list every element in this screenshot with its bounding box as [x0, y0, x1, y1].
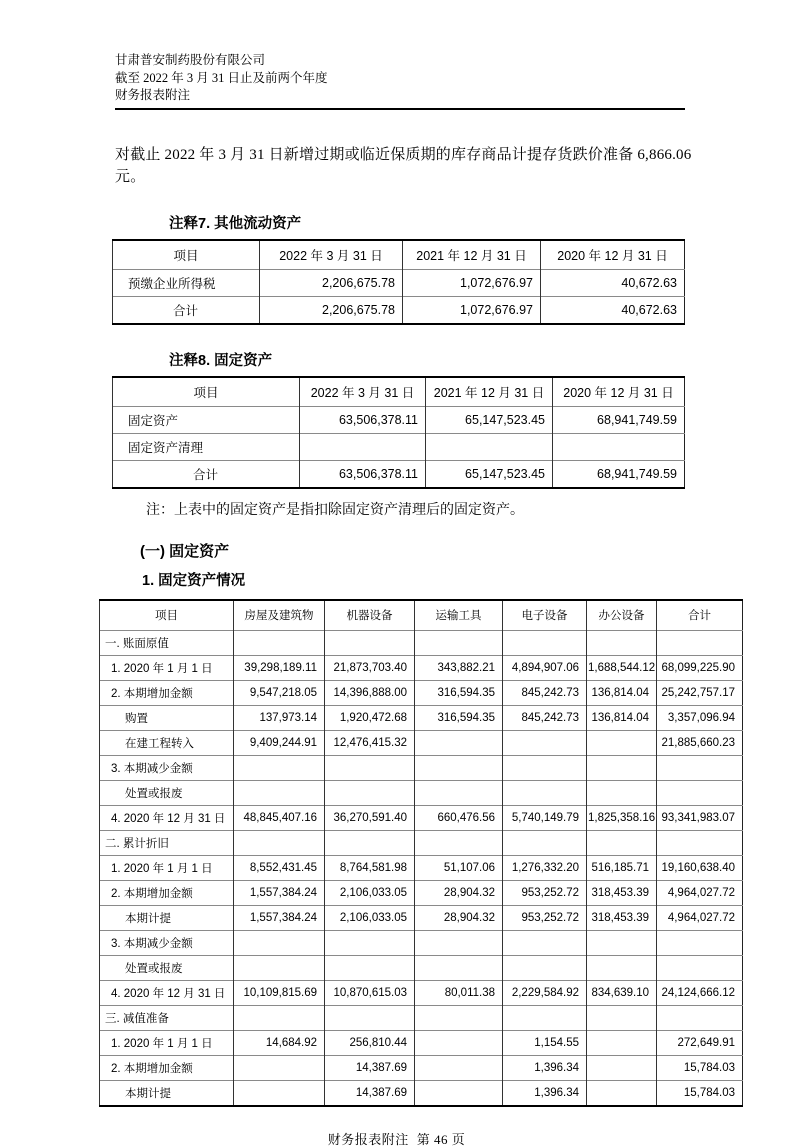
cell-value — [587, 1055, 657, 1080]
row-label: 4. 2020 年 12 月 31 日 — [100, 980, 234, 1005]
cell-value — [503, 830, 587, 855]
row-label: 固定资产 — [113, 406, 300, 433]
cell-value: 845,242.73 — [503, 680, 587, 705]
cell-value: 2,106,033.05 — [325, 905, 415, 930]
cell-value — [587, 830, 657, 855]
cell-value: 48,845,407.16 — [234, 805, 325, 830]
row-label: 预缴企业所得税 — [113, 269, 260, 296]
note8-heading: 注释8. 固定资产 — [169, 352, 273, 369]
row-label: 处置或报废 — [100, 780, 234, 805]
cell-value: 516,185.71 — [587, 855, 657, 880]
cell-value — [415, 755, 503, 780]
cell-value — [503, 780, 587, 805]
cell-value: 25,242,757.17 — [657, 680, 743, 705]
row-label: 4. 2020 年 12 月 31 日 — [100, 805, 234, 830]
cell-value: 318,453.39 — [587, 880, 657, 905]
cell-value — [657, 755, 743, 780]
table-row — [100, 905, 743, 930]
cell-value: 137,973.14 — [234, 705, 325, 730]
page-footer — [0, 1129, 793, 1148]
table-row — [100, 1080, 743, 1106]
cell-value — [234, 630, 325, 655]
table-row — [100, 680, 743, 705]
cell-value: 1,072,676.97 — [403, 296, 541, 324]
cell-value — [657, 1005, 743, 1030]
cell-value: 3,357,096.94 — [657, 705, 743, 730]
table-row — [113, 269, 685, 296]
footer-page-number: 第 46 页 — [416, 1131, 466, 1147]
cell-value — [657, 630, 743, 655]
cell-value: 10,870,615.03 — [325, 980, 415, 1005]
row-label: 固定资产清理 — [113, 433, 300, 460]
cell-value: 2,229,584.92 — [503, 980, 587, 1005]
cell-value — [587, 730, 657, 755]
cell-value — [587, 630, 657, 655]
column-header: 2022 年 3 月 31 日 — [300, 377, 426, 407]
cell-value — [415, 1055, 503, 1080]
table-row — [100, 955, 743, 980]
table-row — [100, 655, 743, 680]
cell-value: 834,639.10 — [587, 980, 657, 1005]
row-label: 二. 累计折旧 — [100, 830, 234, 855]
table-row — [100, 1005, 743, 1030]
cell-value: 19,160,638.40 — [657, 855, 743, 880]
cell-value: 256,810.44 — [325, 1030, 415, 1055]
cell-value: 343,882.21 — [415, 655, 503, 680]
row-label: 3. 本期减少金额 — [100, 755, 234, 780]
cell-value: 660,476.56 — [415, 805, 503, 830]
cell-value: 1,557,384.24 — [234, 880, 325, 905]
fixed-assets-detail-table — [99, 599, 743, 1107]
column-header: 合计 — [657, 600, 743, 631]
table-row — [100, 1055, 743, 1080]
header-row — [113, 240, 685, 270]
header-rule — [115, 108, 685, 110]
column-header: 2022 年 3 月 31 日 — [260, 240, 403, 270]
cell-value: 2,206,675.78 — [260, 269, 403, 296]
table-row — [100, 630, 743, 655]
cell-value: 12,476,415.32 — [325, 730, 415, 755]
table-row — [113, 296, 685, 324]
footer-doc-label: 财务报表附注 — [327, 1131, 409, 1147]
table-body — [113, 269, 685, 324]
cell-value — [325, 755, 415, 780]
cell-value — [325, 830, 415, 855]
intro-paragraph: 对截止 2022 年 3 月 31 日新增过期或临近保质期的库存商品计提存货跌价准备 6,866.06 元。 — [115, 146, 692, 185]
table-row — [100, 780, 743, 805]
cell-value: 9,409,244.91 — [234, 730, 325, 755]
cell-value — [587, 1080, 657, 1106]
column-header: 项目 — [113, 240, 260, 270]
cell-value: 10,109,815.69 — [234, 980, 325, 1005]
row-label: 在建工程转入 — [100, 730, 234, 755]
table-row — [100, 755, 743, 780]
table-head — [100, 600, 743, 631]
cell-value: 1,688,544.12 — [587, 655, 657, 680]
section-subheading: 1. 固定资产情况 — [142, 572, 246, 589]
row-label: 2. 本期增加金额 — [100, 1055, 234, 1080]
table-body — [100, 630, 743, 1106]
column-header: 电子设备 — [503, 600, 587, 631]
cell-value: 40,672.63 — [541, 296, 685, 324]
cell-value — [503, 1005, 587, 1030]
other-current-assets-table — [112, 239, 685, 325]
table-row — [100, 830, 743, 855]
header-row — [113, 377, 685, 407]
cell-value: 14,387.69 — [325, 1055, 415, 1080]
table-row — [100, 730, 743, 755]
column-header: 项目 — [113, 377, 300, 407]
cell-value: 65,147,523.45 — [426, 406, 553, 433]
cell-value: 1,557,384.24 — [234, 905, 325, 930]
cell-value — [503, 630, 587, 655]
row-label: 三. 减值准备 — [100, 1005, 234, 1030]
cell-value — [553, 433, 685, 460]
cell-value — [657, 955, 743, 980]
cell-value — [234, 830, 325, 855]
document-title: 财务报表附注 — [115, 88, 191, 102]
cell-value — [415, 730, 503, 755]
cell-value: 68,941,749.59 — [553, 460, 685, 488]
cell-value: 1,396.34 — [503, 1080, 587, 1106]
cell-value: 4,964,027.72 — [657, 905, 743, 930]
table-row — [100, 705, 743, 730]
cell-value — [325, 1005, 415, 1030]
row-label: 本期计提 — [100, 1080, 234, 1106]
cell-value: 8,552,431.45 — [234, 855, 325, 880]
cell-value: 136,814.04 — [587, 705, 657, 730]
cell-value: 68,941,749.59 — [553, 406, 685, 433]
table-row — [100, 930, 743, 955]
cell-value: 68,099,225.90 — [657, 655, 743, 680]
cell-value — [415, 630, 503, 655]
cell-value — [234, 1005, 325, 1030]
cell-value: 8,764,581.98 — [325, 855, 415, 880]
cell-value — [300, 433, 426, 460]
row-label: 3. 本期减少金额 — [100, 930, 234, 955]
cell-value: 36,270,591.40 — [325, 805, 415, 830]
table-row — [113, 460, 685, 488]
cell-value: 1,920,472.68 — [325, 705, 415, 730]
cell-value: 28,904.32 — [415, 880, 503, 905]
cell-value: 2,106,033.05 — [325, 880, 415, 905]
row-label: 处置或报废 — [100, 955, 234, 980]
table-head — [113, 240, 685, 270]
cell-value: 1,154.55 — [503, 1030, 587, 1055]
column-header: 2021 年 12 月 31 日 — [426, 377, 553, 407]
section-heading: (一) 固定资产 — [140, 542, 230, 560]
cell-value: 845,242.73 — [503, 705, 587, 730]
cell-value: 93,341,983.07 — [657, 805, 743, 830]
cell-value — [325, 630, 415, 655]
header-row — [100, 600, 743, 631]
cell-value: 24,124,666.12 — [657, 980, 743, 1005]
cell-value — [657, 830, 743, 855]
cell-value — [587, 930, 657, 955]
cell-value: 63,506,378.11 — [300, 460, 426, 488]
cell-value: 80,011.38 — [415, 980, 503, 1005]
cell-value — [657, 930, 743, 955]
cell-value: 1,825,358.16 — [587, 805, 657, 830]
row-label: 本期计提 — [100, 905, 234, 930]
cell-value — [234, 780, 325, 805]
cell-value — [415, 780, 503, 805]
cell-value: 136,814.04 — [587, 680, 657, 705]
note7-heading: 注释7. 其他流动资产 — [169, 215, 302, 232]
fixed-assets-summary-table — [112, 376, 685, 489]
row-label: 合计 — [113, 460, 300, 488]
cell-value: 40,672.63 — [541, 269, 685, 296]
column-header: 房屋及建筑物 — [234, 600, 325, 631]
row-label: 合计 — [113, 296, 260, 324]
cell-value — [325, 780, 415, 805]
row-label: 一. 账面原值 — [100, 630, 234, 655]
cell-value — [503, 755, 587, 780]
report-period: 截至 2022 年 3 月 31 日止及前两个年度 — [115, 70, 328, 85]
cell-value — [234, 930, 325, 955]
cell-value: 1,072,676.97 — [403, 269, 541, 296]
cell-value: 1,396.34 — [503, 1055, 587, 1080]
company-name: 甘肃普安制药股份有限公司 — [115, 53, 266, 67]
cell-value: 4,964,027.72 — [657, 880, 743, 905]
cell-value: 63,506,378.11 — [300, 406, 426, 433]
cell-value: 953,252.72 — [503, 905, 587, 930]
cell-value — [657, 780, 743, 805]
cell-value: 316,594.35 — [415, 705, 503, 730]
cell-value: 14,387.69 — [325, 1080, 415, 1106]
table-row — [100, 980, 743, 1005]
cell-value — [325, 955, 415, 980]
table-row — [113, 433, 685, 460]
table-body — [113, 406, 685, 488]
column-header: 项目 — [100, 600, 234, 631]
cell-value — [415, 830, 503, 855]
row-label: 2. 本期增加金额 — [100, 680, 234, 705]
column-header: 办公设备 — [587, 600, 657, 631]
cell-value: 1,276,332.20 — [503, 855, 587, 880]
cell-value — [587, 1005, 657, 1030]
row-label: 2. 本期增加金额 — [100, 880, 234, 905]
cell-value — [415, 1030, 503, 1055]
cell-value — [234, 755, 325, 780]
cell-value: 272,649.91 — [657, 1030, 743, 1055]
cell-value: 953,252.72 — [503, 880, 587, 905]
cell-value — [415, 1005, 503, 1030]
cell-value: 28,904.32 — [415, 905, 503, 930]
cell-value: 318,453.39 — [587, 905, 657, 930]
cell-value — [415, 955, 503, 980]
cell-value — [503, 730, 587, 755]
cell-value — [234, 1055, 325, 1080]
cell-value: 9,547,218.05 — [234, 680, 325, 705]
cell-value: 14,396,888.00 — [325, 680, 415, 705]
cell-value — [503, 955, 587, 980]
cell-value: 39,298,189.11 — [234, 655, 325, 680]
cell-value — [415, 1080, 503, 1106]
cell-value: 15,784.03 — [657, 1080, 743, 1106]
table-row — [100, 805, 743, 830]
row-label: 1. 2020 年 1 月 1 日 — [100, 1030, 234, 1055]
page-header — [115, 52, 755, 105]
cell-value — [587, 755, 657, 780]
table-row — [100, 1030, 743, 1055]
table-head — [113, 377, 685, 407]
cell-value: 21,885,660.23 — [657, 730, 743, 755]
row-label: 1. 2020 年 1 月 1 日 — [100, 855, 234, 880]
cell-value: 14,684.92 — [234, 1030, 325, 1055]
column-header: 2020 年 12 月 31 日 — [553, 377, 685, 407]
row-label: 购置 — [100, 705, 234, 730]
cell-value: 15,784.03 — [657, 1055, 743, 1080]
cell-value: 65,147,523.45 — [426, 460, 553, 488]
column-header: 机器设备 — [325, 600, 415, 631]
cell-value — [415, 930, 503, 955]
table-row — [113, 406, 685, 433]
cell-value — [426, 433, 553, 460]
cell-value — [587, 780, 657, 805]
cell-value: 51,107.06 — [415, 855, 503, 880]
cell-value — [234, 955, 325, 980]
cell-value — [587, 1030, 657, 1055]
column-header: 2020 年 12 月 31 日 — [541, 240, 685, 270]
column-header: 2021 年 12 月 31 日 — [403, 240, 541, 270]
cell-value: 4,894,907.06 — [503, 655, 587, 680]
table-row — [100, 880, 743, 905]
cell-value: 2,206,675.78 — [260, 296, 403, 324]
row-label: 1. 2020 年 1 月 1 日 — [100, 655, 234, 680]
cell-value: 21,873,703.40 — [325, 655, 415, 680]
cell-value: 5,740,149.79 — [503, 805, 587, 830]
cell-value — [587, 955, 657, 980]
table-footnote: 注：上表中的固定资产是指扣除固定资产清理后的固定资产。 — [146, 502, 524, 518]
cell-value: 316,594.35 — [415, 680, 503, 705]
cell-value — [325, 930, 415, 955]
column-header: 运输工具 — [415, 600, 503, 631]
cell-value — [503, 930, 587, 955]
cell-value — [234, 1080, 325, 1106]
table-row — [100, 855, 743, 880]
